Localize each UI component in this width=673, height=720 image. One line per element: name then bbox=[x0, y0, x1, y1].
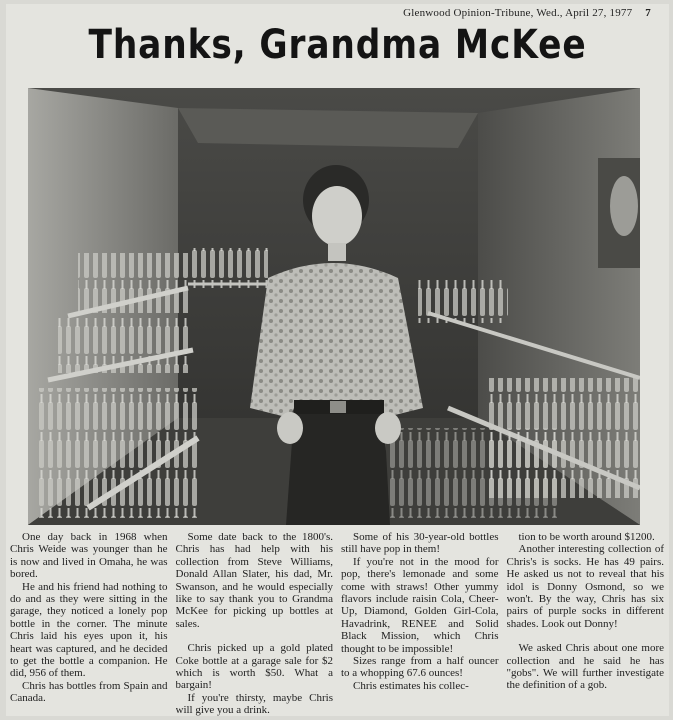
article-body bbox=[10, 531, 664, 716]
article-photo bbox=[28, 88, 640, 525]
paragraph: Chris picked up a gold plated Coke bottle at a garage sale for $2 which is worth $50. What a bargain! bbox=[175, 642, 333, 692]
masthead bbox=[403, 7, 651, 19]
paragraph: If you're not in the mood for pop, there's lemonade and some come with straws! Other yummy flavors include raisin Cola, Cheer-Up, Diamond, Golden Girl-Cola, Havadrink, RENEE and Solid Black Mission, which Chris thought to be impossible! bbox=[341, 555, 499, 655]
photo-illustration bbox=[28, 88, 640, 525]
page-number: 7 bbox=[645, 7, 651, 19]
paragraph: Sizes range from a half ouncer to a whopping 67.6 ounces! bbox=[341, 655, 499, 680]
article-column-2 bbox=[176, 531, 334, 716]
paragraph: Some date back to the 1800's. Chris has had help with his collection from Steve Williams, Donald Allan Slater, his dad, Mr. Swanson, and he would especially like to say thank you to Grandma McKee for picking up bottles at sales. bbox=[175, 531, 333, 630]
article-column-1 bbox=[10, 531, 168, 716]
paragraph: tion to be worth around $1200. bbox=[518, 531, 655, 543]
newspaper-page bbox=[6, 4, 669, 716]
masthead-paper-date: Glenwood Opinion-Tribune, Wed., April 27, 1977 bbox=[403, 7, 633, 19]
headline: Thanks, Grandma McKee bbox=[88, 22, 587, 68]
paragraph: We asked Chris about one more collection and he said he has "gobs". We will further investigate the definition of a gob. bbox=[506, 642, 664, 692]
paragraph: If you're thirsty, maybe Chris will give you a drink. bbox=[175, 691, 333, 716]
article-column-3 bbox=[341, 531, 499, 716]
paragraph: Chris has bottles from Spain and Canada. bbox=[10, 679, 168, 705]
paragraph: Some of his 30-year-old bottles still have pop in them! bbox=[341, 531, 499, 556]
paragraph: Another interesting collection of Chris's is socks. He has 49 pairs. He asked us not to reveal that his idol is Donny Osmond, so we won't. By the way, Chris has six pairs of purple socks in different shades. Look out Donny! bbox=[506, 543, 664, 630]
paragraph: Chris estimates his collec- bbox=[353, 679, 469, 692]
paragraph: He and his friend had nothing to do and as they were sitting in the garage, they noticed a lonely pop bottle in the corner. The minute Chris laid his eyes upon it, his heart was captured, and he decided to get the bottle a companion. He did, 956 of them. bbox=[10, 580, 168, 680]
paragraph: One day back in 1968 when Chris Weide was younger than he is now and lived in Omaha, he was bored. bbox=[10, 531, 168, 581]
article-column-4 bbox=[507, 531, 665, 716]
